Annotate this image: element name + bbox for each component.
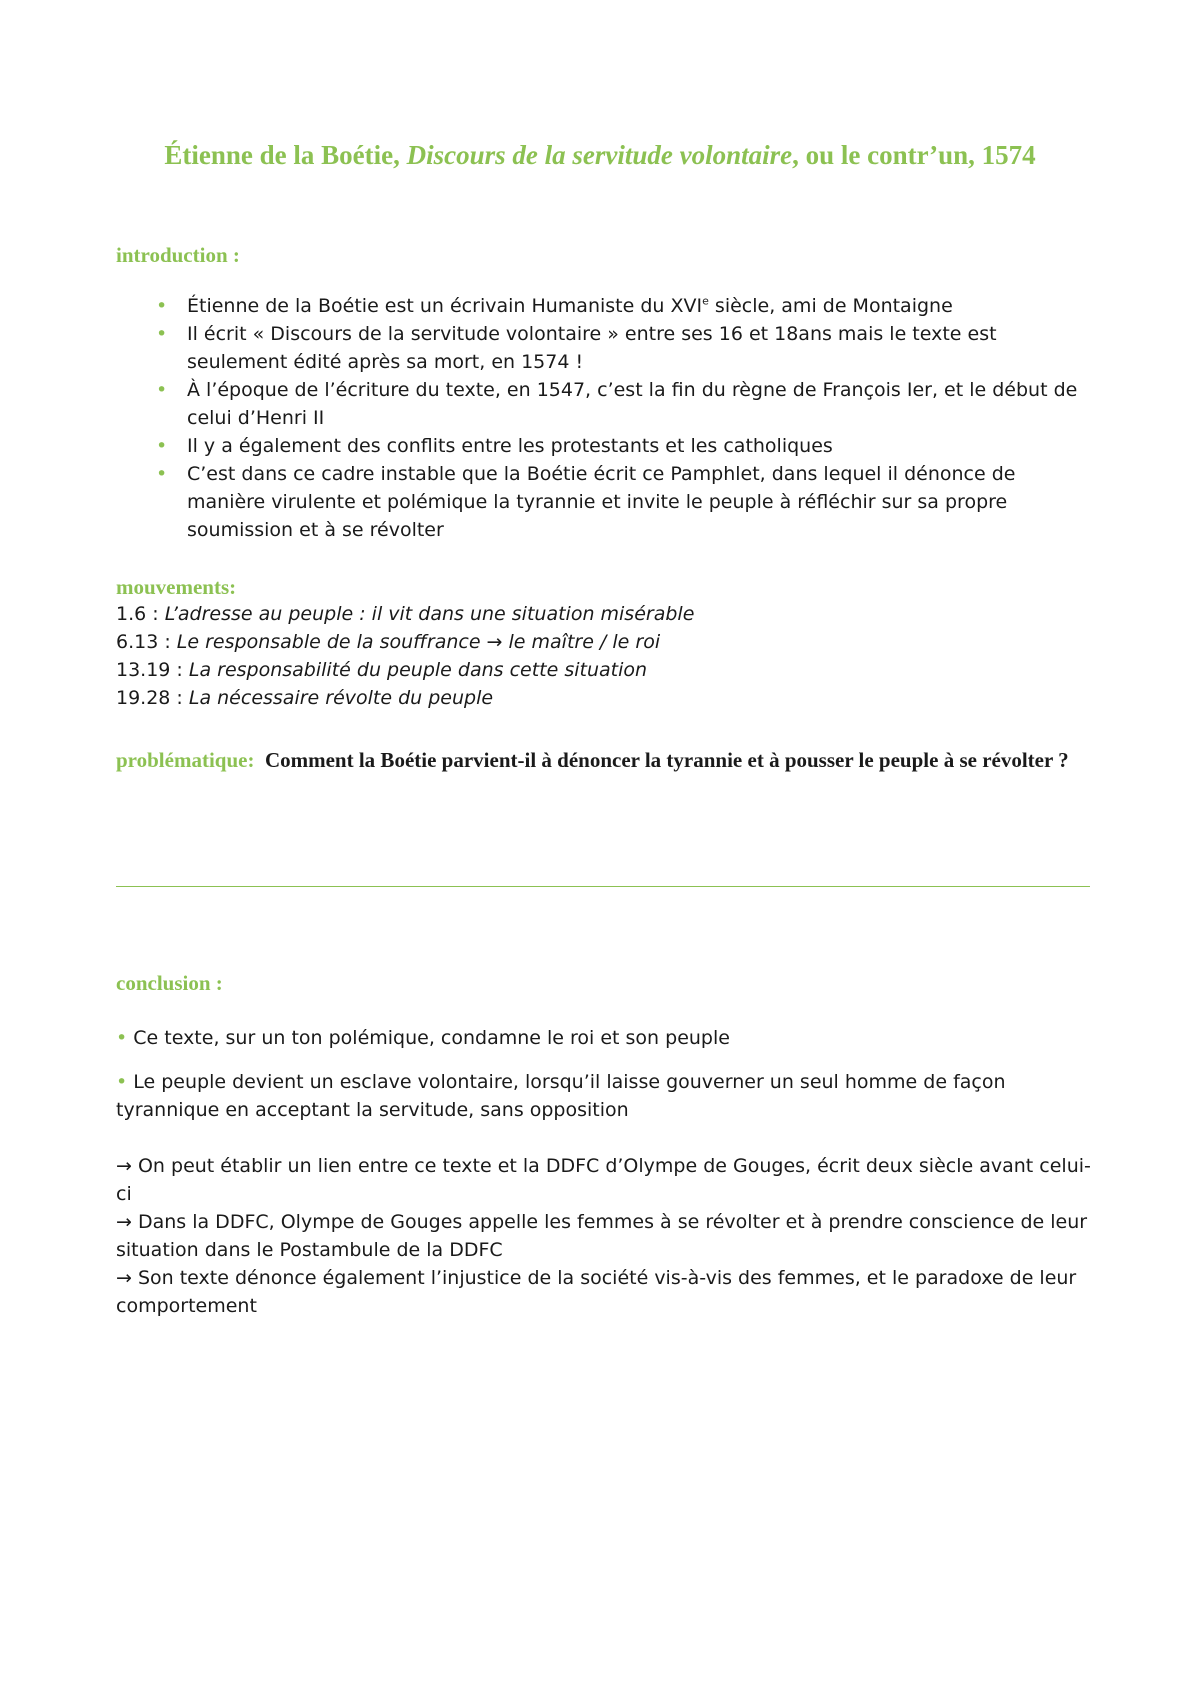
bullet-icon: •: [156, 435, 168, 457]
divider: [116, 886, 1090, 887]
bullet-icon: •: [156, 323, 168, 345]
problematique-question: Comment la Boétie parvient-il à dénoncer la tyrannie et à pousser le peuple à se révolter ?: [264, 748, 1069, 772]
conclusion-heading: conclusion :: [116, 971, 223, 995]
list-item: • Il écrit « Discours de la servitude volontaire » entre ses 16 et 18ans mais le texte est seulement édité après sa mort, en 1574 !: [116, 320, 1096, 376]
bullet-icon: •: [156, 463, 168, 485]
list-item: • Étienne de la Boétie est un écrivain Humaniste du XVIe siècle, ami de Montaigne: [116, 292, 1096, 320]
bullet-icon: •: [156, 295, 168, 317]
arrow-right-icon: →: [116, 1155, 132, 1177]
arrow-right-icon: →: [116, 1267, 132, 1289]
title-part2: , ou le contr’un, 1574: [792, 140, 1036, 170]
bullet-icon: •: [116, 1027, 128, 1049]
list-item: 19.28 : La nécessaire révolte du peuple: [116, 687, 494, 709]
list-item: • C’est dans ce cadre instable que la Boétie écrit ce Pamphlet, dans lequel il dénonce de manière virulente et polémique la tyrannie et invite le peuple à réfléchir sur sa propre soumission et à se révolter: [116, 460, 1096, 544]
list-item: • Il y a également des conflits entre les protestants et les catholiques: [116, 432, 1096, 460]
list-item: • Le peuple devient un esclave volontaire, lorsqu’il laisse gouverner un seul homme de façon tyrannique en acceptant la servitude, sans opposition: [116, 1071, 1006, 1121]
list-item: • Ce texte, sur un ton polémique, condamne le roi et son peuple: [116, 1027, 730, 1049]
list-item: 6.13 : Le responsable de la souffrance → le maître / le roi: [116, 631, 661, 653]
arrow-right-icon: →: [116, 1211, 132, 1233]
title-italic: Discours de la servitude volontaire: [406, 140, 793, 170]
title-part1: Étienne de la Boétie,: [164, 140, 407, 170]
mouvements-list: [116, 600, 1096, 712]
introduction-heading: introduction :: [116, 243, 240, 267]
list-item: → On peut établir un lien entre ce texte et la DDFC d’Olympe de Gouges, écrit deux siècle avant celui-ci: [116, 1155, 1091, 1205]
list-item: 13.19 : La responsabilité du peuple dans cette situation: [116, 659, 648, 681]
conclusion-arrows: [116, 1152, 1096, 1320]
list-item: → Dans la DDFC, Olympe de Gouges appelle les femmes à se révolter et à prendre conscience de leur situation dans le Postambule de la DDFC: [116, 1211, 1088, 1261]
problematique: [116, 746, 1096, 774]
mouvements-heading: mouvements:: [116, 575, 237, 599]
document-title: [110, 138, 1090, 172]
bullet-icon: •: [156, 379, 168, 401]
list-item: 1.6 : L’adresse au peuple : il vit dans une situation misérable: [116, 603, 695, 625]
bullet-icon: •: [116, 1071, 128, 1093]
problematique-label: problématique:: [116, 748, 255, 772]
list-item: • À l’époque de l’écriture du texte, en 1547, c’est la fin du règne de François Ier, et le début de celui d’Henri II: [116, 376, 1096, 432]
introduction-list: [116, 292, 1096, 544]
list-item: → Son texte dénonce également l’injustice de la société vis-à-vis des femmes, et le paradoxe de leur comportement: [116, 1267, 1077, 1317]
